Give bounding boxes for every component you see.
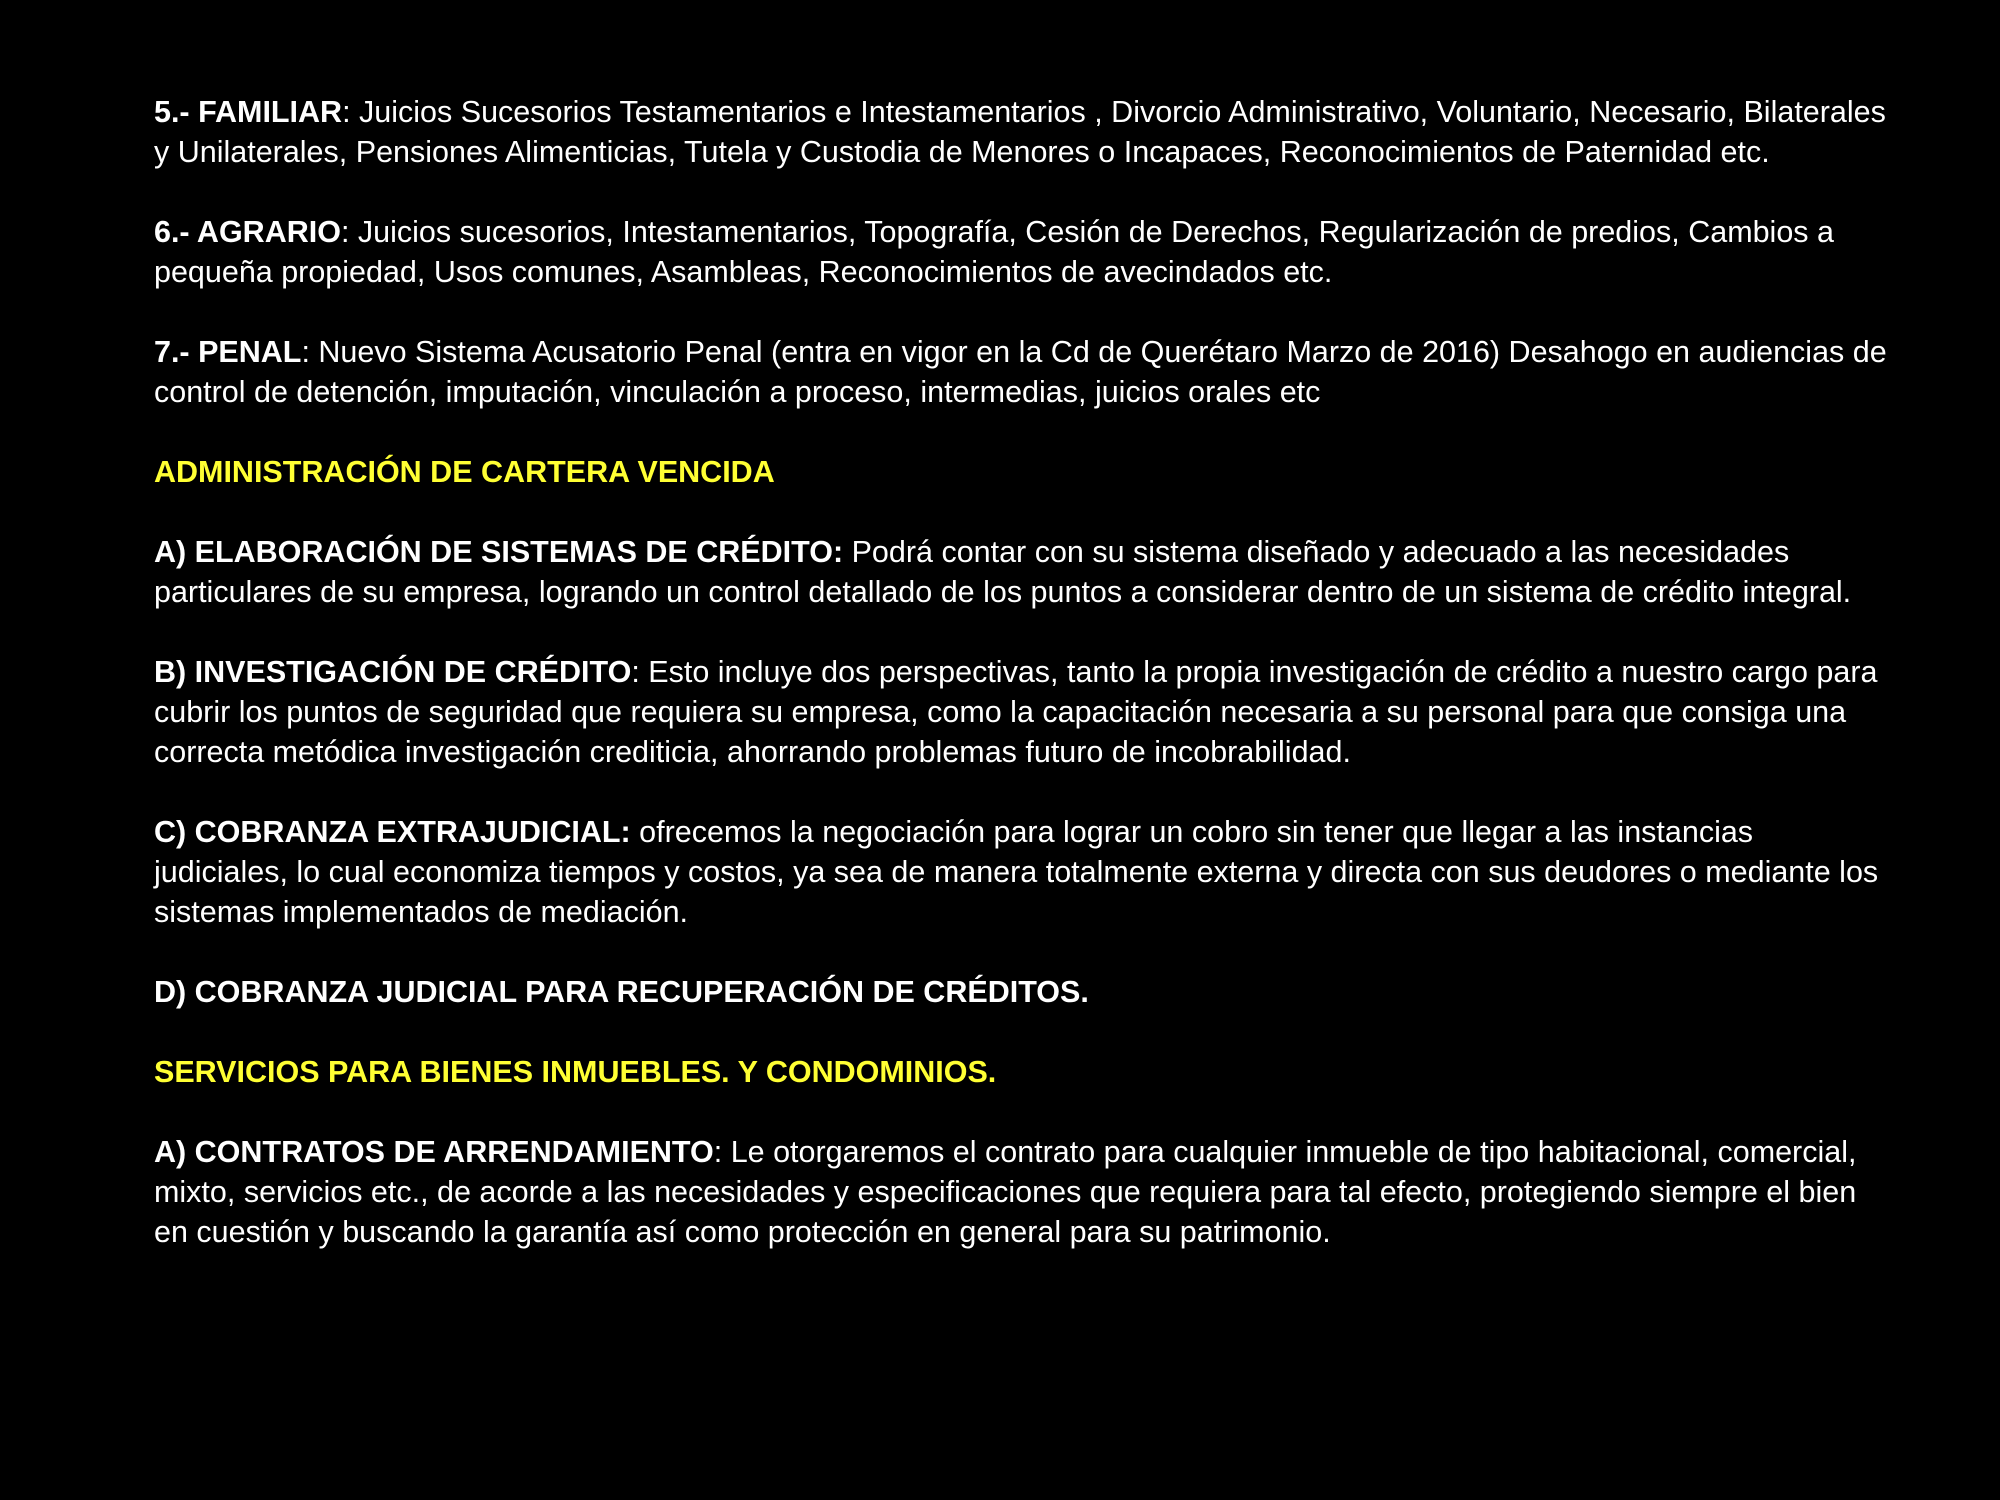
item-description: ofrecemos la negociación para lograr un cobro sin tener que llegar a las instancias judiciales, lo cual economiza tiempos y costos, ya sea de manera totalmente externa y directa con sus deudores o mediante los sistemas implementados de mediación. [154,815,1879,929]
slide-content [154,92,1894,1252]
service-separator: : [340,215,358,249]
item-description: Podrá contar con su sistema diseñado y adecuado a las necesidades particulares de su empresa, logrando un control detallado de los puntos a considerar dentro de un sistema de crédito integral. [154,535,1852,609]
service-label: 5.- FAMILIAR [154,95,343,129]
item-label: D) COBRANZA JUDICIAL PARA RECUPERACIÓN DE CRÉDITOS. [154,975,1089,1009]
cartera-item-investigacion [154,652,1894,772]
service-description: Nuevo Sistema Acusatorio Penal (entra en vigor en la Cd de Querétaro Marzo de 2016) Desahogo en audiencias de control de detención, imputación, vinculación a proceso, intermedias, juicios orales etc [154,335,1887,409]
service-familiar [154,92,1894,172]
service-agrario [154,212,1894,292]
service-label: 7.- PENAL [154,335,302,369]
cartera-item-judicial [154,972,1894,1012]
inmuebles-item-arrendamiento [154,1132,1894,1252]
item-label: B) INVESTIGACIÓN DE CRÉDITO [154,655,632,689]
service-penal [154,332,1894,412]
section-heading-cartera: ADMINISTRACIÓN DE CARTERA VENCIDA [154,455,775,489]
item-description: : Esto incluye dos perspectivas, tanto la propia investigación de crédito a nuestro cargo para cubrir los puntos de seguridad que requiera su empresa, como la capacitación necesaria a su personal para que consiga una correcta metódica investigación crediticia, ahorrando problemas futuro de incobrabilidad. [154,655,1878,769]
service-description: Juicios Sucesorios Testamentarios e Intestamentarios , Divorcio Administrativo, Voluntario, Necesario, Bilaterales y Unilaterales, Pensiones Alimenticias, Tutela y Custodia de Menores o Incapaces, Reconocimientos de Paternidad etc. [154,95,1886,169]
item-label: A) CONTRATOS DE ARRENDAMIENTO [154,1135,714,1169]
item-label: A) ELABORACIÓN DE SISTEMAS DE CRÉDITO: [154,535,844,569]
service-separator: : [301,335,319,369]
service-label: 6.- AGRARIO [154,215,341,249]
section-heading-inmuebles: SERVICIOS PARA BIENES INMUEBLES. Y CONDOMINIOS. [154,1055,997,1089]
item-description: : Le otorgaremos el contrato para cualquier inmueble de tipo habitacional, comercial, mixto, servicios etc., de acorde a las necesidades y especificaciones que requiera para tal efecto, protegiendo siempre el bien en cuestión y buscando la garantía así como protección en general para su patrimonio. [154,1135,1857,1249]
service-separator: : [342,95,360,129]
cartera-item-sistemas [154,532,1894,612]
item-label: C) COBRANZA EXTRAJUDICIAL: [154,815,631,849]
cartera-item-extrajudicial [154,812,1894,932]
service-description: Juicios sucesorios, Intestamentarios, Topografía, Cesión de Derechos, Regularización de predios, Cambios a pequeña propiedad, Usos comunes, Asambleas, Reconocimientos de avecindados etc. [154,215,1834,289]
